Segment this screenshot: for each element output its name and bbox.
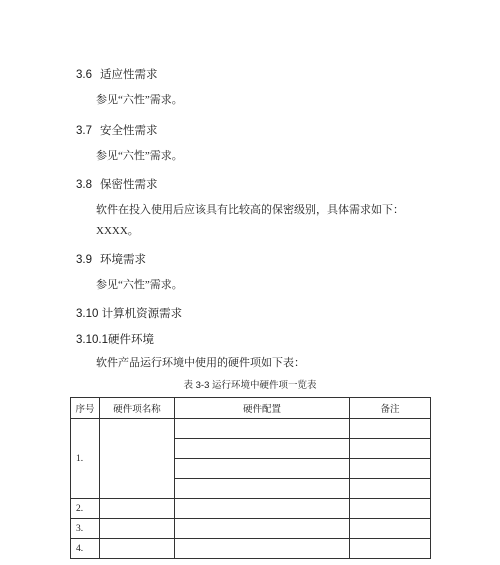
section-body-3-6: 参见“六性”需求。	[96, 94, 183, 106]
header-cell-config: 硬件配置	[175, 398, 350, 419]
row-remark-cell	[350, 439, 431, 459]
row-config-cell	[175, 419, 350, 439]
row-config-cell	[175, 519, 350, 539]
row-name-cell	[100, 519, 175, 539]
table-row	[71, 419, 431, 439]
row-remark-cell	[350, 519, 431, 539]
row-name-cell	[100, 499, 175, 519]
row-name-cell	[100, 539, 175, 559]
row-config-cell	[175, 499, 350, 519]
row-remark-cell	[350, 479, 431, 499]
section-heading-3-7	[76, 122, 158, 138]
section-title: 计算机资源需求	[101, 308, 183, 320]
section-heading-3-9	[76, 251, 146, 267]
row-config-cell	[175, 459, 350, 479]
row-index-cell: 1.	[71, 419, 100, 499]
section-heading-3-6	[76, 66, 158, 82]
row-remark-cell	[350, 499, 431, 519]
table-row	[71, 499, 431, 519]
row-config-cell	[175, 539, 350, 559]
section-number: 3.10.1	[76, 334, 108, 346]
section-body-3-10-1: 软件产品运行环境中使用的硬件项如下表：	[96, 357, 305, 369]
section-title: 环境需求	[100, 254, 146, 266]
section-number: 3.10	[76, 308, 99, 320]
row-remark-cell	[350, 459, 431, 479]
row-index-cell: 2.	[71, 499, 100, 519]
section-title: 适应性需求	[100, 69, 158, 81]
section-title: 保密性需求	[100, 179, 158, 191]
hardware-table	[70, 397, 431, 559]
header-cell-index: 序号	[71, 398, 100, 419]
section-body-3-9: 参见“六性”需求。	[96, 279, 183, 291]
table-row	[71, 539, 431, 559]
row-config-cell	[175, 479, 350, 499]
table-header-row	[71, 398, 431, 419]
section-heading-3-10-1	[76, 331, 154, 347]
section-number: 3.7	[76, 125, 92, 137]
section-body-3-7: 参见“六性”需求。	[96, 150, 183, 162]
header-cell-name: 硬件项名称	[100, 398, 175, 419]
table-row	[71, 519, 431, 539]
section-body-3-8-detail: XXXX。	[96, 225, 139, 237]
row-remark-cell	[350, 419, 431, 439]
section-number: 3.6	[76, 69, 92, 81]
header-cell-remark: 备注	[350, 398, 431, 419]
section-number: 3.9	[76, 254, 92, 266]
section-heading-3-10	[76, 305, 182, 321]
row-remark-cell	[350, 539, 431, 559]
section-number: 3.8	[76, 179, 92, 191]
section-title: 硬件环境	[107, 334, 154, 346]
section-title: 安全性需求	[100, 125, 158, 137]
row-index-cell: 3.	[71, 519, 100, 539]
section-heading-3-8	[76, 176, 158, 192]
row-config-cell	[175, 439, 350, 459]
section-body-3-8: 软件在投入使用后应该具有比较高的保密级别，具体需求如下：	[96, 204, 404, 216]
table-caption: 表 3-3 运行环境中硬件项一览表	[183, 380, 317, 391]
row-name-cell	[100, 419, 175, 499]
row-index-cell: 4.	[71, 539, 100, 559]
